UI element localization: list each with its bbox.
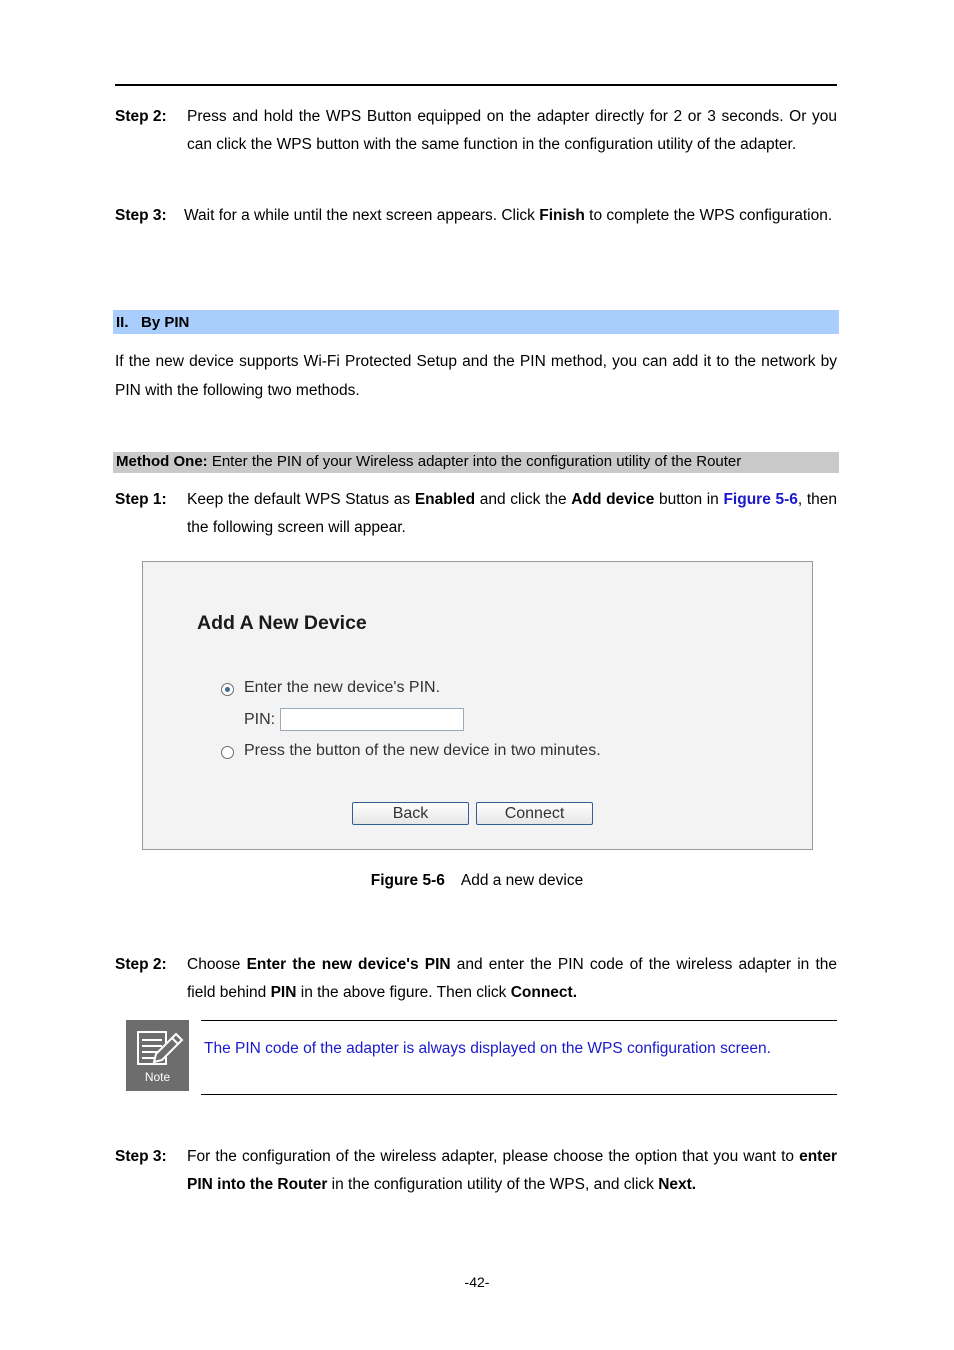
figure-caption: Figure 5-6 Add a new device [370, 872, 584, 889]
push-button-radio[interactable] [221, 746, 234, 759]
step-label: Step 2: [115, 108, 167, 125]
intro-paragraph: If the new device supports Wi-Fi Protected Setup and the PIN method, you can add it to the network by PIN with the following two methods. [115, 353, 837, 399]
step-label: Step 2: [115, 956, 167, 973]
add-new-device-screenshot [142, 561, 813, 850]
section-heading-by-pin: II. By PIN [113, 310, 839, 334]
note-text: The PIN code of the adapter is always displayed on the WPS configuration screen. [204, 1040, 771, 1057]
step-1-keep-default [115, 486, 837, 542]
step-3-enter-pin-into-router [115, 1143, 837, 1199]
step-text: Press and hold the WPS Button equipped on the adapter directly for 2 or 3 seconds. Or you can click the WPS button with the same function in the configuration utility of the adapter. [187, 108, 837, 153]
note-icon [126, 1020, 189, 1091]
step-text: For the configuration of the wireless adapter, please choose the option that you want to enter PIN into the Router in the configuration utility of the WPS, and click Next. [187, 1148, 837, 1193]
pin-input[interactable] [280, 708, 464, 731]
step-text: Keep the default WPS Status as Enabled and click the Add device button in Figure 5-6, then the following screen will appear. [187, 491, 838, 536]
back-button[interactable]: Back [352, 802, 469, 825]
note-label: Note [144, 1070, 171, 1084]
step-2-enter-pin [115, 951, 837, 1007]
method-one-heading: Method One: Enter the PIN of your Wireless adapter into the configuration utility of the Router [113, 452, 839, 473]
radio-selected-dot [225, 687, 230, 692]
step-2-press-wps [115, 103, 837, 159]
step-3-wait [115, 202, 837, 230]
figure-5-6-link[interactable]: Figure 5-6 [723, 491, 798, 508]
pin-label: PIN: [244, 711, 276, 728]
step-label: Step 3: [115, 1148, 167, 1165]
note-bottom-rule [201, 1094, 837, 1095]
enter-pin-radio[interactable] [221, 683, 234, 696]
screenshot-title: Add A New Device [197, 612, 367, 634]
pencil-notepad-icon [126, 1020, 189, 1070]
connect-button[interactable]: Connect [476, 802, 593, 825]
header-rule [115, 84, 837, 86]
finish-term: Finish [539, 207, 585, 224]
step-text: Wait for a while until the next screen appears. Click Finish to complete the WPS configuration. [184, 207, 833, 224]
enter-pin-option-label: Enter the new device's PIN. [244, 679, 441, 696]
note-top-rule [201, 1020, 837, 1021]
page-number: -42- [464, 1274, 490, 1290]
push-button-option-label: Press the button of the new device in two minutes. [244, 742, 601, 759]
step-text: Choose Enter the new device's PIN and enter the PIN code of the wireless adapter in the field behind PIN in the above figure. Then click Connect. [187, 956, 837, 1001]
step-label: Step 1: [115, 491, 167, 508]
step-label: Step 3: [115, 207, 167, 224]
